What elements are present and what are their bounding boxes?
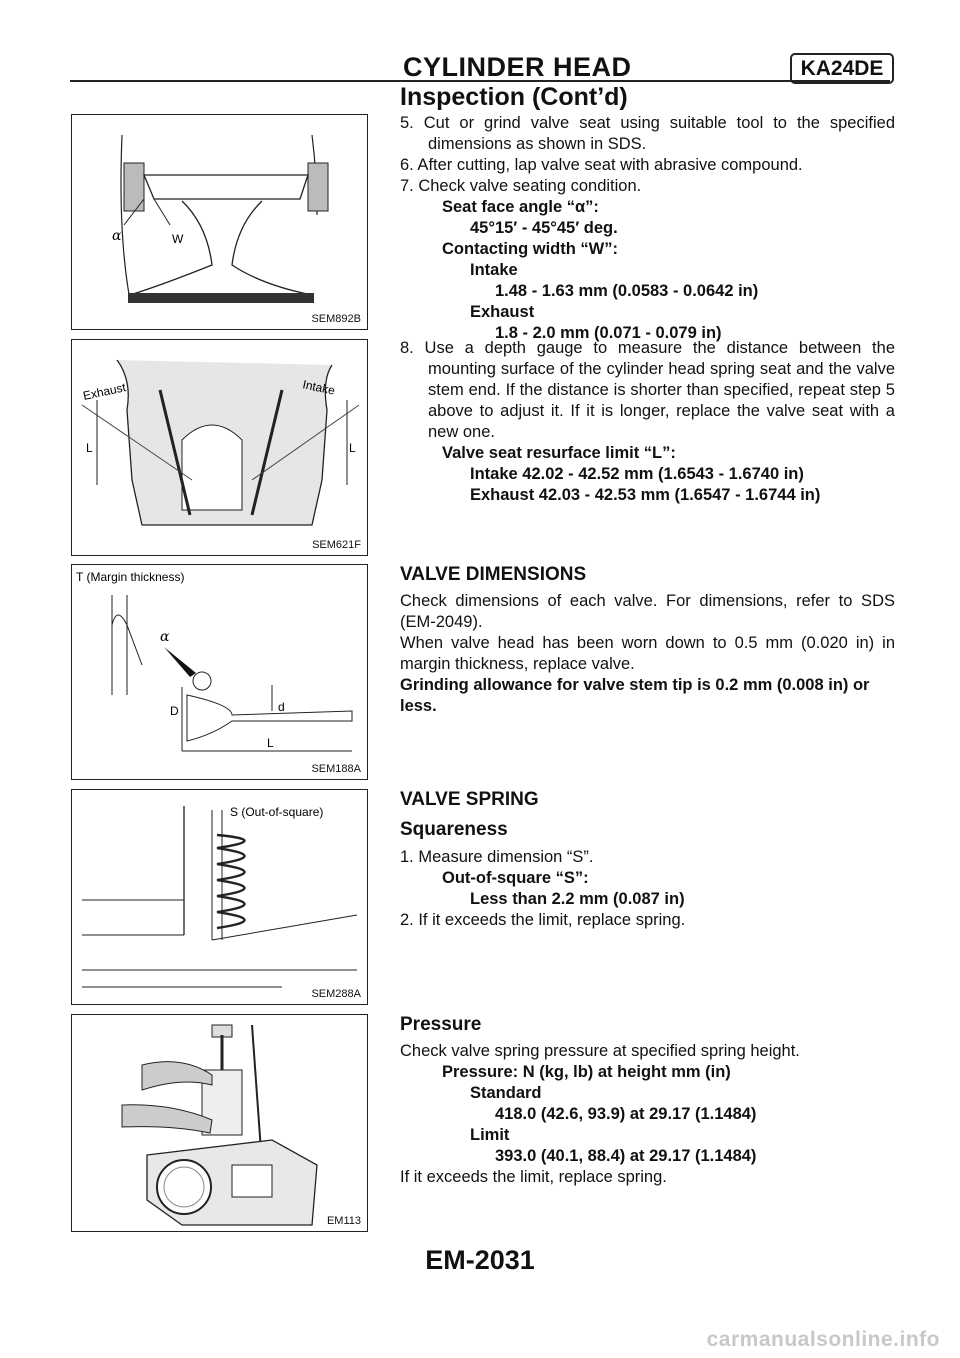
alpha-label: α [160,629,170,645]
valve-seat-procedure [400,113,895,344]
pressure-label: Pressure: N (kg, lb) at height mm (in) [442,1063,731,1081]
step-8: 8. Use a depth gauge to measure the distance between the mounting surface of the cylinder head spring seat and the valve stem end. If the distance is shorter than specified, repeat step 5 above to adjust it. If it is longer, replace the valve seat with a new one. [400,339,895,441]
out-of-square-value: Less than 2.2 mm (0.087 in) [470,890,685,908]
figure-code: SEM892B [311,313,361,325]
alpha-label: α [112,228,122,244]
intake-limit: Intake 42.02 - 42.52 mm (1.6543 - 1.6740 in) [470,465,804,483]
page-title: CYLINDER HEAD [403,52,632,82]
figure-spring-pressure-tester [71,1014,368,1232]
exhaust-label: Exhaust [81,380,128,403]
l-label-right: L [349,441,356,455]
exhaust-label: Exhaust [470,303,535,321]
margin-thickness-label: T (Margin thickness) [76,570,185,584]
valve-spring-heading: VALVE SPRING [400,789,539,810]
exhaust-limit: Exhaust 42.03 - 42.53 mm (1.6547 - 1.6744 in) [470,486,821,504]
pressure-text [400,1041,895,1188]
replace-spring-para: If it exceeds the limit, replace spring. [400,1168,667,1186]
resurface-limit-procedure [400,338,895,506]
squareness-text [400,847,895,931]
intake-value: 1.48 - 1.63 mm (0.0583 - 0.0642 in) [495,282,759,300]
figure-valve-seat [71,114,368,330]
l-label: L [267,736,274,750]
squareness-subheading: Squareness [400,819,508,840]
resurface-limit-label: Valve seat resurface limit “L”: [442,444,676,462]
grinding-allowance: Grinding allowance for valve stem tip is 0.2 mm (0.008 in) or less. [400,676,870,715]
out-of-square-label: S (Out-of-square) [230,805,324,819]
intake-label: Intake [470,261,518,279]
figure-code: SEM188A [311,763,361,775]
step-1: 1. Measure dimension “S”. [400,848,594,866]
margin-para: When valve head has been worn down to 0.5 mm (0.020 in) in margin thickness, replace valve. [400,634,895,673]
page-number: EM-2031 [425,1245,535,1275]
limit-value: 393.0 (40.1, 88.4) at 29.17 (1.1484) [495,1147,757,1165]
figure-code: SEM621F [312,539,361,551]
pressure-subheading: Pressure [400,1014,482,1035]
seat-face-angle-label: Seat face angle “α”: [442,198,599,216]
figure-cylinder-head-section [71,339,368,556]
step-5: 5. Cut or grind valve seat using suitable tool to the specified dimensions as shown in SDS. [400,114,895,153]
d-lower-label: d [278,700,285,714]
figure-code: EM113 [326,1215,361,1227]
step-6: 6. After cutting, lap valve seat with abrasive compound. [400,156,803,174]
figure-valve-spring-squareness [71,789,368,1005]
step-2: 2. If it exceeds the limit, replace spring. [400,911,686,929]
figure-code: SEM288A [311,988,361,1000]
dimensions-para: Check dimensions of each valve. For dimensions, refer to SDS (EM-2049). [400,592,895,631]
contact-width-label: Contacting width “W”: [442,240,618,258]
w-label: W [172,232,184,246]
seat-face-angle-value: 45°15′ - 45°45′ deg. [470,219,618,237]
l-label-left: L [86,441,93,455]
exhaust-value: 1.8 - 2.0 mm (0.071 - 0.079 in) [495,324,722,342]
standard-value: 418.0 (42.6, 93.9) at 29.17 (1.1484) [495,1105,757,1123]
section-subtitle: Inspection (Cont’d) [400,83,628,111]
valve-dimensions-heading: VALVE DIMENSIONS [400,564,587,585]
step-7: 7. Check valve seating condition. [400,177,642,195]
limit-label: Limit [470,1126,510,1144]
d-upper-label: D [170,704,179,718]
valve-dimensions-text [400,591,895,717]
pressure-para: Check valve spring pressure at specified spring height. [400,1042,800,1060]
out-of-square-label: Out-of-square “S”: [442,869,589,887]
watermark: carmanualsonline.info [706,1328,940,1351]
standard-label: Standard [470,1084,542,1102]
engine-badge: KA24DE [790,53,894,84]
figure-valve-dimensions [71,564,368,780]
intake-label: Intake [301,377,337,398]
